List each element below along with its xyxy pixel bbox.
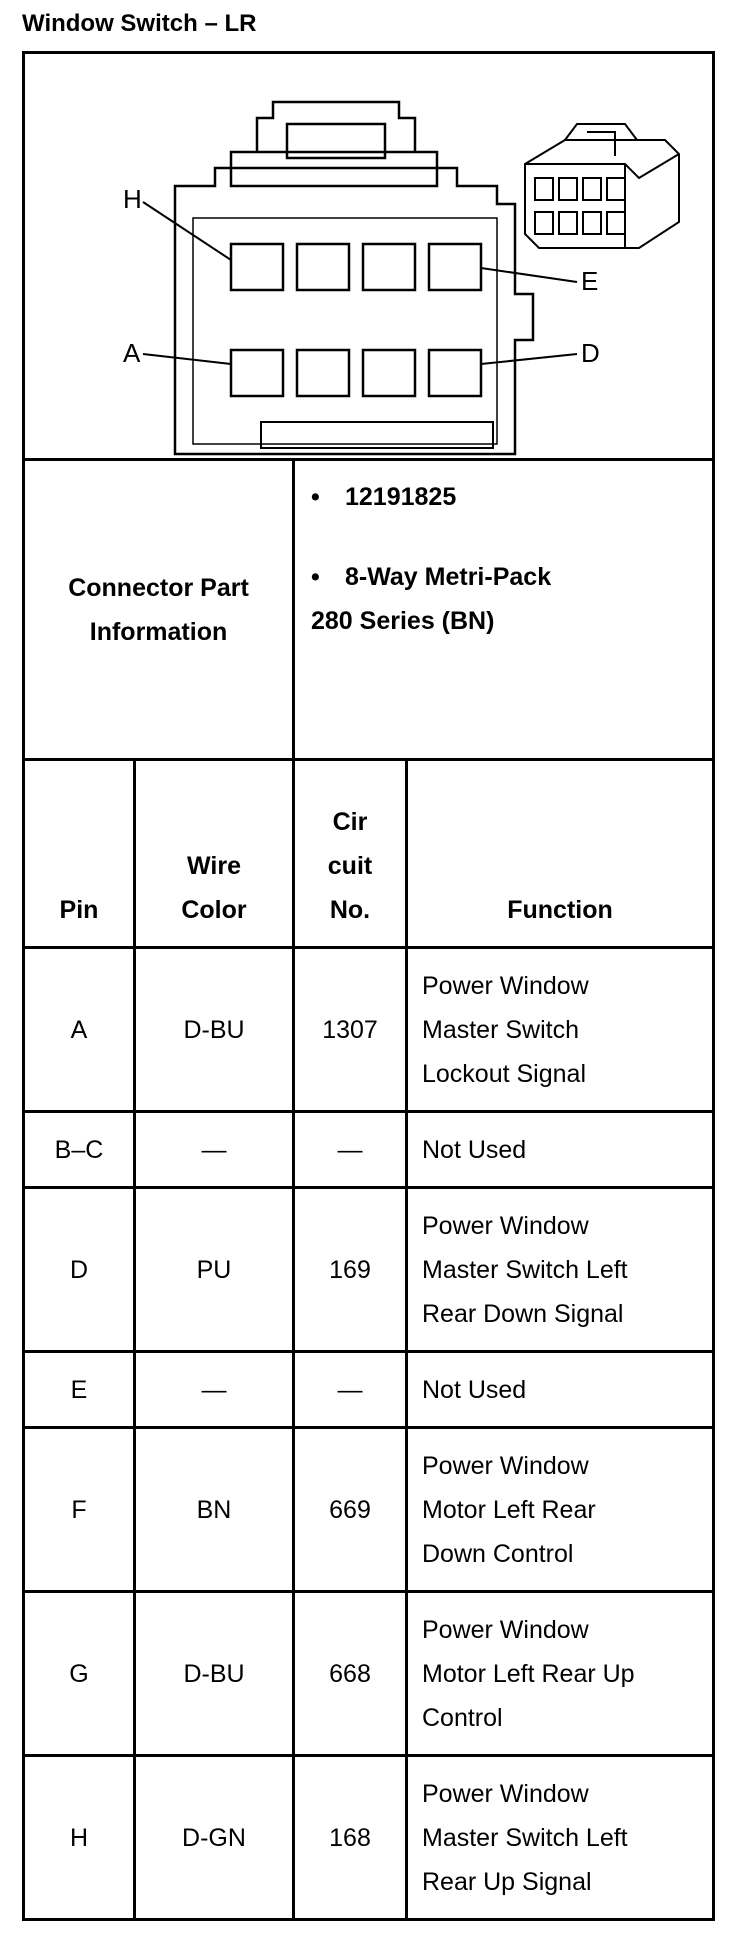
function-line: Not Used bbox=[422, 1375, 527, 1404]
function-line: Master Switch Left bbox=[422, 1823, 628, 1852]
circuit-cell: 669 bbox=[294, 1428, 407, 1592]
function-line: Power Window bbox=[422, 1451, 589, 1480]
circuit-cell: 668 bbox=[294, 1592, 407, 1756]
label-d: D bbox=[581, 338, 600, 368]
header-wire-color: Wire Color bbox=[135, 760, 294, 948]
function-line: Down Control bbox=[422, 1539, 574, 1568]
function-line: Motor Left Rear Up bbox=[422, 1659, 635, 1688]
header-circuit: Cir cuit No. bbox=[294, 760, 407, 948]
circuit-cell: 1307 bbox=[294, 948, 407, 1112]
cavity-f bbox=[363, 244, 415, 290]
function-line: Control bbox=[422, 1703, 503, 1732]
diagram-row bbox=[24, 53, 714, 460]
label-h: H bbox=[123, 184, 142, 214]
connector-info-label: Connector Part Information bbox=[24, 460, 294, 760]
leader-a bbox=[143, 354, 231, 364]
wire-color-cell: — bbox=[135, 1352, 294, 1428]
function-line: Not Used bbox=[422, 1135, 527, 1164]
pin-cell: E bbox=[24, 1352, 135, 1428]
connector-iso-icon bbox=[525, 124, 679, 248]
table-row bbox=[24, 1592, 714, 1756]
pin-cell: B–C bbox=[24, 1112, 135, 1188]
page-title: Window Switch – LR bbox=[22, 10, 257, 37]
pin-cell: A bbox=[24, 948, 135, 1112]
wire-color-cell: D-BU bbox=[135, 1592, 294, 1756]
function-cell bbox=[407, 1352, 714, 1428]
table-row bbox=[24, 948, 714, 1112]
circuit-cell: 168 bbox=[294, 1756, 407, 1920]
cavity-h bbox=[231, 244, 283, 290]
leader-d bbox=[481, 354, 577, 364]
pin-cell: H bbox=[24, 1756, 135, 1920]
connector-drawing bbox=[25, 54, 709, 458]
leader-e bbox=[481, 268, 577, 282]
header-function: Function bbox=[407, 760, 714, 948]
function-cell bbox=[407, 1428, 714, 1592]
connector-info-row bbox=[24, 460, 714, 760]
function-cell bbox=[407, 1188, 714, 1352]
function-line: Master Switch bbox=[422, 1015, 579, 1044]
label-a: A bbox=[123, 338, 141, 368]
function-line: Power Window bbox=[422, 1211, 589, 1240]
header-row bbox=[24, 760, 714, 948]
function-line: Power Window bbox=[422, 1779, 589, 1808]
table-row bbox=[24, 1188, 714, 1352]
function-line: Lockout Signal bbox=[422, 1059, 587, 1088]
function-cell bbox=[407, 1756, 714, 1920]
function-cell bbox=[407, 948, 714, 1112]
connector-housing bbox=[175, 168, 533, 454]
function-cell bbox=[407, 1592, 714, 1756]
function-line: Power Window bbox=[422, 1615, 589, 1644]
wire-color-cell: — bbox=[135, 1112, 294, 1188]
pin-cell: F bbox=[24, 1428, 135, 1592]
connector-latch bbox=[257, 102, 415, 152]
function-line: Master Switch Left bbox=[422, 1255, 628, 1284]
header-pin: Pin bbox=[24, 760, 135, 948]
cavity-c bbox=[363, 350, 415, 396]
wire-color-cell: BN bbox=[135, 1428, 294, 1592]
function-line: Rear Up Signal bbox=[422, 1867, 592, 1896]
function-line: Power Window bbox=[422, 971, 589, 1000]
cavity-d bbox=[429, 350, 481, 396]
cavity-g bbox=[297, 244, 349, 290]
cavity-e bbox=[429, 244, 481, 290]
function-cell bbox=[407, 1112, 714, 1188]
connector-table bbox=[22, 51, 715, 1921]
circuit-cell: — bbox=[294, 1112, 407, 1188]
table-row bbox=[24, 1428, 714, 1592]
part-number: • 12191825 bbox=[311, 483, 457, 511]
function-line: Motor Left Rear bbox=[422, 1495, 596, 1524]
label-e: E bbox=[581, 266, 599, 296]
cavity-a bbox=[231, 350, 283, 396]
wire-color-cell: D-BU bbox=[135, 948, 294, 1112]
cavity-b bbox=[297, 350, 349, 396]
function-line: Rear Down Signal bbox=[422, 1299, 624, 1328]
table-row bbox=[24, 1112, 714, 1188]
pin-cell: D bbox=[24, 1188, 135, 1352]
table-row bbox=[24, 1352, 714, 1428]
connector-diagram bbox=[24, 53, 714, 460]
circuit-cell: — bbox=[294, 1352, 407, 1428]
table-row bbox=[24, 1756, 714, 1920]
connector-description: • 8-Way Metri-Pack bbox=[311, 563, 552, 591]
wire-color-cell: PU bbox=[135, 1188, 294, 1352]
leader-h bbox=[143, 202, 231, 260]
pin-cell: G bbox=[24, 1592, 135, 1756]
wire-color-cell: D-GN bbox=[135, 1756, 294, 1920]
circuit-cell: 169 bbox=[294, 1188, 407, 1352]
connector-info-details: • 12191825 • 8-Way Metri-Pack 280 Series (BN) bbox=[294, 460, 714, 760]
